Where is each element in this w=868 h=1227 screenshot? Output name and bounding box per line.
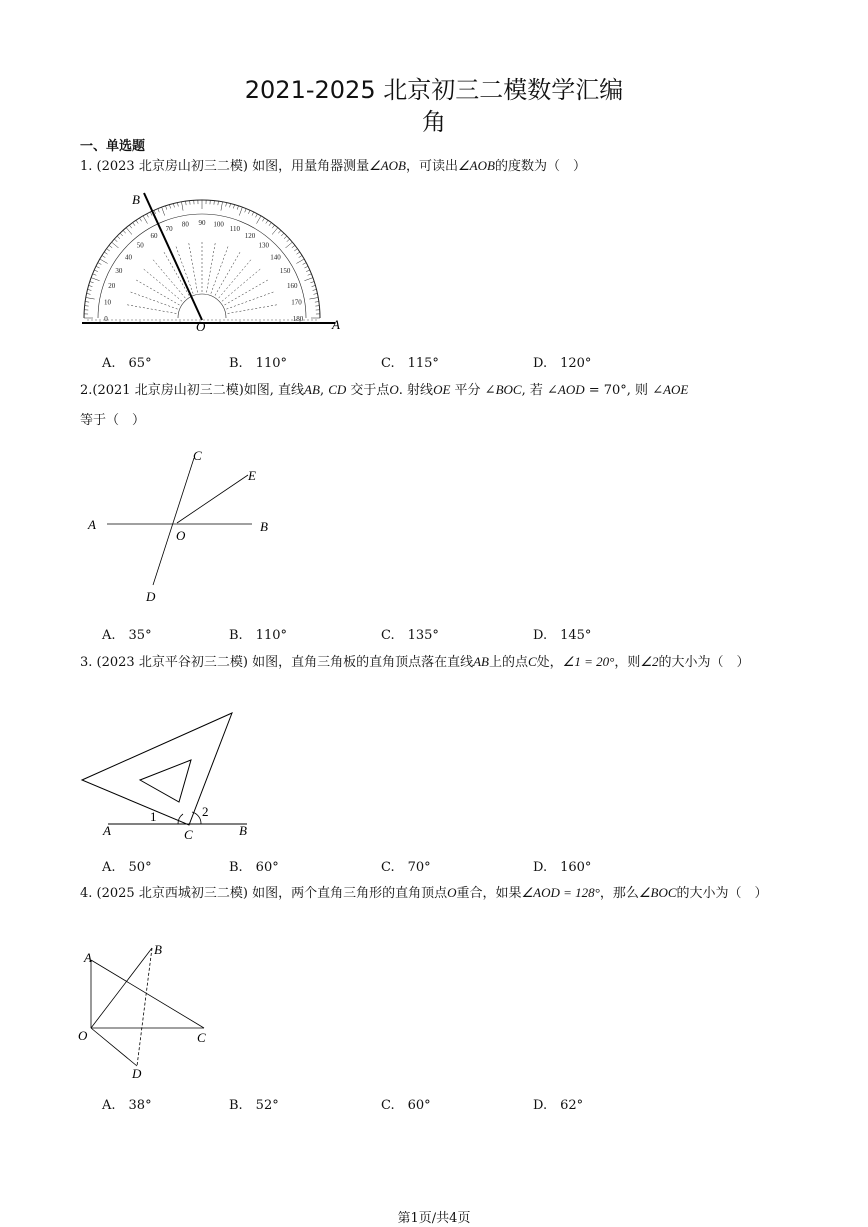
option-b: B. 110° xyxy=(229,356,287,371)
label-a: A xyxy=(84,950,92,965)
question-4-text: 4. (2025 北京西城初三二模) 如图，两个直角三角形的直角顶点O重合，如果∠AOD = 128°，那么∠BOC的大小为（ ） xyxy=(80,885,768,901)
protractor-tick-label: 20 xyxy=(108,282,116,291)
label-a: A xyxy=(332,317,340,332)
section-heading: 一、单选题 xyxy=(80,139,146,154)
label-b: B xyxy=(239,823,247,838)
protractor-tick-label: 70 xyxy=(165,224,173,233)
two-right-triangles-figure xyxy=(76,942,226,1082)
page-footer: 第1页/共4页 xyxy=(397,1211,471,1226)
label-b: B xyxy=(260,519,268,534)
question-3-text: 3. (2023 北京平谷初三二模) 如图，直角三角板的直角顶点落在直线AB上的点C处，∠1 = 20°，则∠2的大小为（ ） xyxy=(80,654,750,670)
protractor-tick-label: 80 xyxy=(181,220,189,229)
label-c: C xyxy=(184,827,193,842)
option-d: D. 120° xyxy=(533,356,592,371)
option-d: D. 62° xyxy=(533,1098,584,1113)
page-title: 2021-2025 北京初三二模数学汇编 xyxy=(244,76,624,104)
protractor-tick-label: 30 xyxy=(115,267,123,275)
protractor-tick-label: 100 xyxy=(213,220,224,229)
option-a: A. 35° xyxy=(102,628,152,643)
option-a: A. 38° xyxy=(102,1098,152,1113)
label-o: O xyxy=(196,319,206,334)
option-c: C. 70° xyxy=(381,860,431,875)
option-a: A. 65° xyxy=(102,356,152,371)
protractor-tick-label: 0 xyxy=(104,315,108,323)
page-subtitle: 角 xyxy=(422,108,446,136)
option-b: B. 110° xyxy=(229,628,287,643)
label-b: B xyxy=(132,192,140,207)
option-c: C. 60° xyxy=(381,1098,431,1113)
label-c: C xyxy=(197,1030,206,1045)
option-a: A. 50° xyxy=(102,860,152,875)
triangle-ruler-figure xyxy=(80,710,280,850)
option-d: D. 160° xyxy=(533,860,592,875)
label-b: B xyxy=(154,942,162,957)
label-d: D xyxy=(146,589,156,604)
protractor-tick-label: 160 xyxy=(286,282,298,291)
question-2-text: 2.(2021 北京房山初三二模)如图, 直线AB, CD 交于点O. 射线OE 平分 ∠BOC, 若 ∠AOD = 70°, 则 ∠AOE 等于（ ） xyxy=(80,382,689,428)
protractor-tick-label: 180 xyxy=(292,315,304,323)
protractor-tick-label: 40 xyxy=(124,253,132,262)
option-d: D. 145° xyxy=(533,628,592,643)
protractor-tick-label: 120 xyxy=(244,231,256,240)
option-b: B. 60° xyxy=(229,860,279,875)
protractor-tick-label: 110 xyxy=(229,224,240,233)
label-c: C xyxy=(193,448,202,463)
option-c: C. 135° xyxy=(381,628,439,643)
protractor-tick-label: 60 xyxy=(150,231,158,240)
label-d: D xyxy=(132,1066,142,1081)
protractor-figure xyxy=(80,190,340,340)
angle-1-label: 1 xyxy=(150,809,157,824)
angle-2-label: 2 xyxy=(202,804,209,819)
protractor-tick-label: 130 xyxy=(258,241,269,250)
protractor-tick-label: 10 xyxy=(103,298,111,307)
option-c: C. 115° xyxy=(381,356,439,371)
intersecting-lines-figure xyxy=(80,448,300,608)
question-1-text: 1. (2023 北京房山初三二模) 如图，用量角器测量∠AOB，可读出∠AOB的度数为（ ） xyxy=(80,158,586,174)
protractor-tick-label: 90 xyxy=(198,219,206,227)
protractor-tick-label: 50 xyxy=(136,241,144,250)
label-a: A xyxy=(88,517,96,532)
label-o: O xyxy=(78,1028,88,1043)
label-e: E xyxy=(248,468,256,483)
label-o: O xyxy=(176,528,186,543)
protractor-tick-label: 150 xyxy=(279,267,291,275)
protractor-tick-label: 170 xyxy=(291,298,302,307)
option-b: B. 52° xyxy=(229,1098,279,1113)
protractor-tick-label: 140 xyxy=(270,253,281,262)
label-a: A xyxy=(103,823,111,838)
